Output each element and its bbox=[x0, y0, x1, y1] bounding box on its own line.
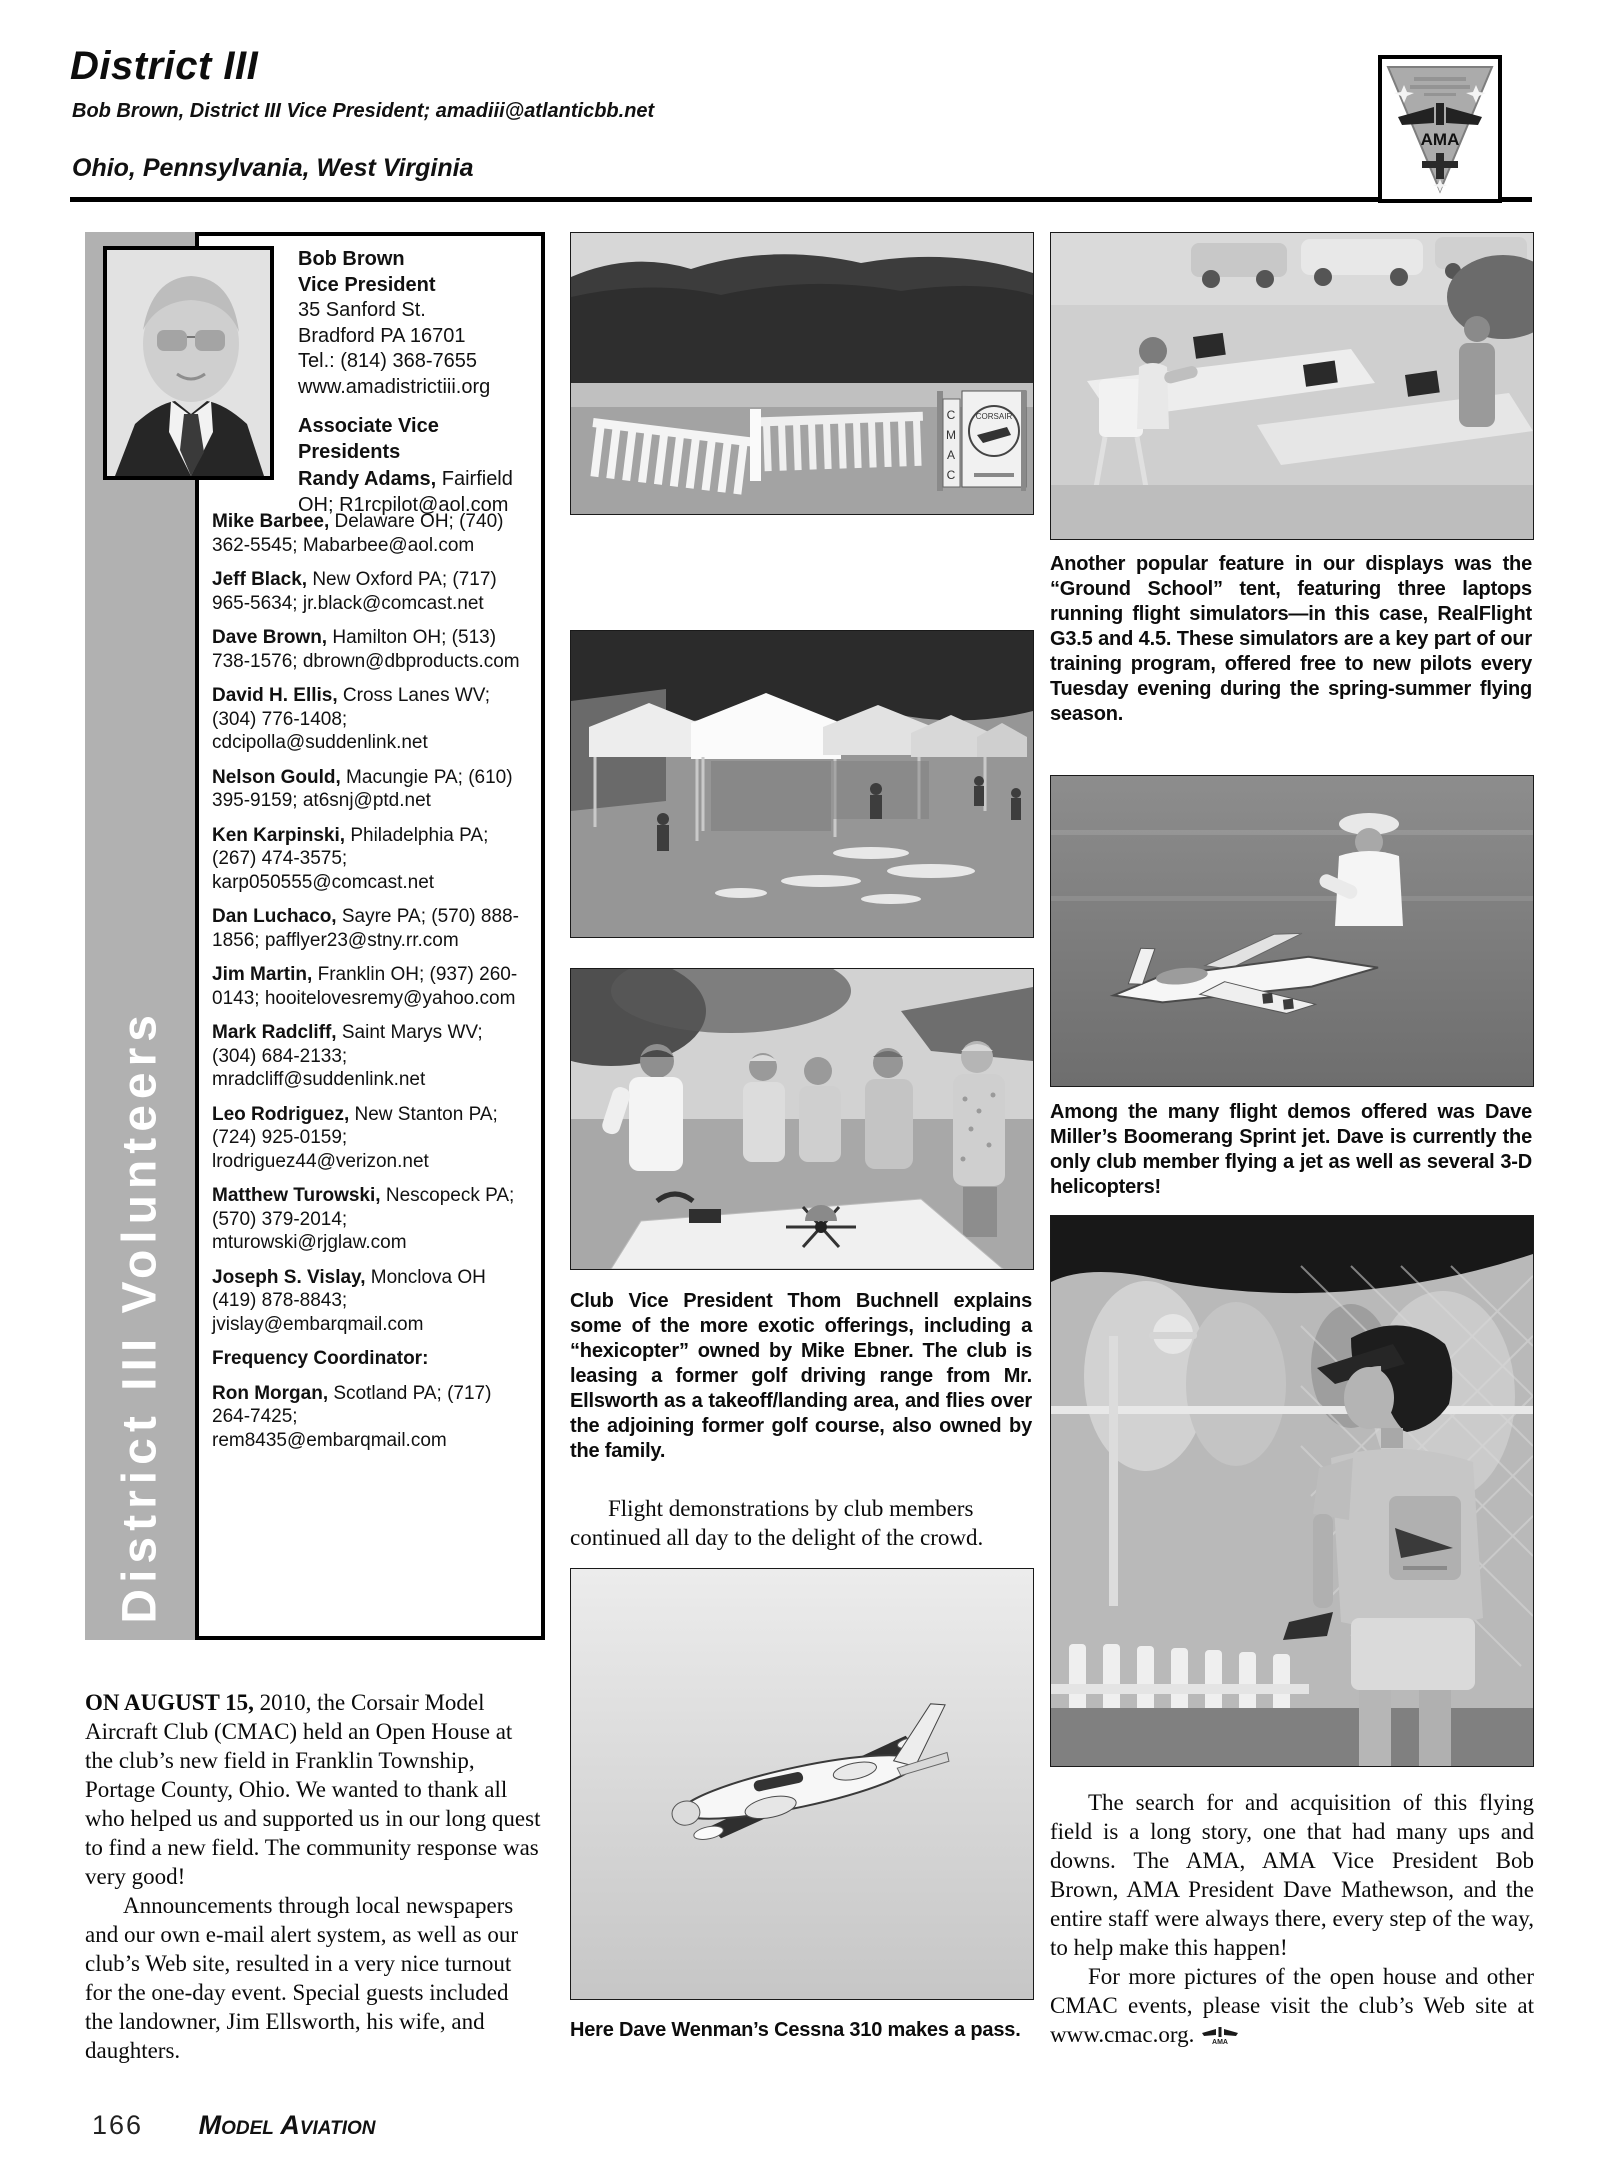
volunteer-name: David H. Ellis, bbox=[212, 685, 338, 706]
ama-wings-icon bbox=[1200, 2025, 1240, 2045]
volunteer-entry bbox=[212, 1266, 532, 1337]
volunteer-name: Mark Radcliff, bbox=[212, 1022, 337, 1043]
photo-cmac-field-sign bbox=[570, 232, 1034, 515]
volunteer-name: Joseph S. Vislay, bbox=[212, 1266, 366, 1288]
volunteer-entry bbox=[212, 568, 532, 615]
volunteer-name: Nelson Gould, bbox=[212, 766, 341, 788]
svg-text:AMA: AMA bbox=[1212, 2039, 1229, 2045]
open-house-article bbox=[85, 1688, 541, 2065]
page-title: District III bbox=[70, 44, 259, 88]
volunteer-details: New Oxford PA; (717) 965-5634; jr.black@comcast.net bbox=[212, 569, 497, 614]
page-number: 166 bbox=[92, 2110, 144, 2140]
header-rule bbox=[70, 197, 1532, 202]
photo-cessna-310-flyby bbox=[570, 1568, 1034, 2000]
caption-flight-demos: Among the many flight demos offered was Dave Miller’s Boomerang Sprint jet. Dave is currently the only club member flying a jet as well as several 3-D helicopters! bbox=[1050, 1101, 1532, 1198]
volunteer-details: Sayre PA; (570) 888-1856; pafflyer23@stny.rr.com bbox=[212, 906, 519, 951]
volunteer-details: Cross Lanes WV; (304) 776-1408; cdcipolla@suddenlink.net bbox=[212, 685, 491, 753]
photo-boy-watching-at-fence bbox=[1050, 1215, 1534, 1767]
volunteer-name: Matthew Turowski, bbox=[212, 1185, 381, 1206]
article-paragraph: ON AUGUST 15, 2010, the Corsair Model Aircraft Club (CMAC) held an Open House at the club’s new field in Franklin Township, Portage County, Ohio. We wanted to thank all who helped us and supported us in our long quest to find a new field. The community response was very good! bbox=[85, 1690, 541, 1889]
volunteer-entry bbox=[212, 766, 532, 813]
region-line: Ohio, Pennsylvania, West Virginia bbox=[72, 154, 474, 182]
caption-cessna: Here Dave Wenman’s Cessna 310 makes a pass. bbox=[570, 2019, 1021, 2041]
closing-paragraph: The search for and acquisition of this flying field is a long story, one that had many ups and downs. The AMA, AMA Vice President Bob Brown, AMA President Dave Mathewson, and the entire staff were always there, every step of the way, to help make this happen! bbox=[1050, 1790, 1534, 1960]
volunteer-entry bbox=[212, 1021, 532, 1092]
volunteer-entry bbox=[212, 1103, 532, 1174]
frequency-coordinator-heading: Frequency Coordinator: bbox=[212, 1348, 429, 1369]
volunteers-list bbox=[212, 510, 532, 1463]
volunteer-entry bbox=[212, 824, 532, 895]
ama-logo-label: AMA bbox=[1420, 130, 1460, 149]
volunteer-name: Randy Adams, bbox=[298, 468, 437, 490]
volunteer-details: Franklin OH; (937) 260-0143; hooitelovesremy@yahoo.com bbox=[212, 964, 518, 1009]
volunteer-entry bbox=[212, 684, 532, 755]
volunteer-entry bbox=[212, 905, 532, 952]
officer-contact-block bbox=[298, 247, 540, 529]
ama-logo-box bbox=[1378, 55, 1502, 203]
flight-demos-paragraph: Flight demonstrations by club members continued all day to the delight of the crowd. bbox=[570, 1496, 984, 1550]
photo-boomerang-sprint-jet bbox=[1050, 775, 1534, 1087]
volunteer-details: Delaware OH; (740) 362-5545; Mabarbee@aol.com bbox=[212, 511, 504, 556]
caption-ground-school: Another popular feature in our displays was the “Ground School” tent, featuring three laptops running flight simulators—in this case, RealFlight G3.5 and 4.5. These simulators are a key part of our training program, offered free to new pilots every Tuesday evening during the spring-summer flying season. bbox=[1050, 553, 1532, 725]
volunteer-name: Ken Karpinski, bbox=[212, 824, 346, 846]
caption-hexicopter: Club Vice President Thom Buchnell explains some of the more exotic offerings, including a “hexicopter” owned by Mike Ebner. The club is leasing a former golf driving range from Mr. Ellsworth as a takeoff/landing area, and flies over the adjoining former golf course, also owned by the family. bbox=[570, 1290, 1032, 1462]
sidebar-vertical-label: District III Volunteers bbox=[113, 1009, 167, 1624]
officer-role: Vice President bbox=[298, 273, 436, 296]
volunteer-details: Nescopeck PA; (570) 379-2014; mturowski@rjglaw.com bbox=[212, 1185, 515, 1253]
photo-tent-row-flightline bbox=[570, 630, 1034, 938]
associate-vp-heading: Associate Vice Presidents bbox=[298, 415, 439, 463]
volunteer-name: Leo Rodriguez, bbox=[212, 1103, 350, 1125]
volunteer-name: Ron Morgan, bbox=[212, 1382, 329, 1404]
photo-ground-school-tent bbox=[1050, 232, 1534, 540]
svg-text:C: C bbox=[946, 408, 956, 422]
page-footer bbox=[92, 2110, 376, 2141]
volunteer-name: Jim Martin, bbox=[212, 964, 313, 985]
volunteer-name: Dan Luchaco, bbox=[212, 906, 337, 927]
article-lead: ON AUGUST 15, bbox=[85, 1690, 254, 1715]
magazine-title: Model Aviation bbox=[198, 2110, 376, 2140]
volunteer-entry bbox=[212, 1184, 532, 1255]
closing-text bbox=[1050, 1788, 1534, 2049]
svg-text:M: M bbox=[946, 428, 956, 442]
volunteer-details: Fairfield OH; R1rcpilot@aol.com bbox=[298, 468, 513, 516]
portrait-illustration bbox=[107, 250, 270, 476]
svg-text:C: C bbox=[946, 468, 956, 482]
volunteer-details: Monclova OH (419) 878-8843; jvislay@embarqmail.com bbox=[212, 1266, 486, 1335]
officer-address-1: 35 Sanford St. bbox=[298, 299, 426, 321]
volunteer-details: New Stanton PA; (724) 925-0159; lrodriguez44@verizon.net bbox=[212, 1103, 498, 1172]
photo-hexicopter-table-group bbox=[570, 968, 1034, 1270]
article-paragraph: Announcements through local newspapers and our own e-mail alert system, as well as our club’s Web site, resulted in a very nice turnout for the one-day event. Special guests included the landowner, Jim Ellsworth, his wife, and daughters. bbox=[85, 1893, 519, 2063]
ama-triangle-logo-icon bbox=[1382, 59, 1498, 199]
volunteer-entry bbox=[212, 963, 532, 1010]
volunteer-details: Hamilton OH; (513) 738-1576; dbrown@dbproducts.com bbox=[212, 627, 520, 672]
volunteer-details: Philadelphia PA; (267) 474-3575; karp050555@comcast.net bbox=[212, 824, 489, 893]
officer-name: Bob Brown bbox=[298, 248, 405, 270]
volunteer-entry bbox=[212, 1382, 532, 1453]
volunteer-name: Dave Brown, bbox=[212, 627, 328, 648]
closing-paragraph: For more pictures of the open house and other CMAC events, please visit the club’s Web site at www.cmac.org. AMA bbox=[1050, 1964, 1534, 2047]
officer-website: www.amadistrictiii.org bbox=[298, 375, 491, 398]
volunteer-details: Scotland PA; (717) 264-7425; rem8435@embarqmail.com bbox=[212, 1382, 492, 1451]
svg-text:CORSAIR: CORSAIR bbox=[975, 412, 1013, 421]
volunteer-name: Mike Barbee, bbox=[212, 511, 330, 532]
officer-address-2: Bradford PA 16701 bbox=[298, 324, 466, 347]
volunteer-name: Jeff Black, bbox=[212, 569, 308, 590]
svg-text:A: A bbox=[946, 448, 956, 462]
officer-phone: Tel.: (814) 368-7655 bbox=[298, 350, 478, 372]
volunteer-entry bbox=[212, 510, 532, 557]
volunteer-entry bbox=[212, 626, 532, 673]
volunteer-details: Saint Marys WV; (304) 684-2133; mradcliff@suddenlink.net bbox=[212, 1022, 483, 1090]
volunteer-details: Macungie PA; (610) 395-9159; at6snj@ptd.net bbox=[212, 766, 513, 811]
bob-brown-portrait-photo bbox=[103, 246, 274, 480]
page-subtitle: Bob Brown, District III Vice President; amadiii@atlanticbb.net bbox=[72, 100, 655, 122]
